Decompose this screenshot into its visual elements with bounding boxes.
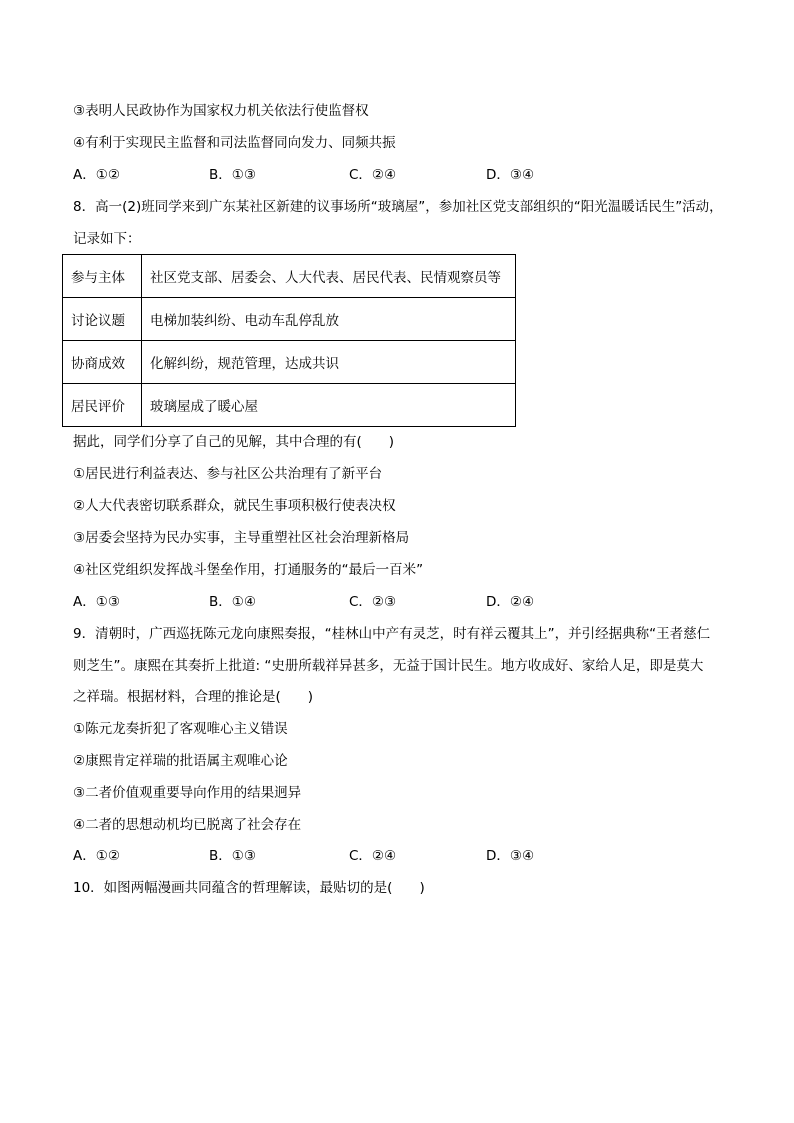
table-row [63,341,516,384]
table-row [63,255,516,298]
q8-option-b: B．①④ [209,594,256,610]
q9-item-1: ①陈元龙奏折犯了客观唯心主义错误 [73,721,288,737]
q9-stem-line-3: 之祥瑞。根据材料，合理的推论是( ) [73,689,314,705]
q9-item-2: ②康熙肯定祥瑞的批语属主观唯心论 [73,753,288,769]
q8-item-1: ①居民进行利益表达、参与社区公共治理有了新平台 [73,466,383,482]
q9-options [73,846,534,866]
q7-options [73,165,534,185]
q8-item-2: ②人大代表密切联系群众，就民生事项积极行使表决权 [73,498,396,514]
q9-item-3: ③二者价值观重要导向作用的结果迥异 [73,785,302,801]
q9-option-c: C．②④ [349,848,397,864]
table-key: 参与主体 [63,255,142,298]
q9-option-a: A．①② [73,848,120,864]
q9-item-4: ④二者的思想动机均已脱离了社会存在 [73,817,302,833]
q9-stem-line-1: 9．清朝时，广西巡抚陈元龙向康熙奏报，“桂林山中产有灵芝，时有祥云覆其上”，并引经据典称“王者慈仁 [73,626,711,642]
table-value: 玻璃屋成了暖心屋 [142,384,516,427]
q7-option-d: D．③④ [486,167,535,183]
q8-item-3: ③居委会坚持为民办实事，主导重塑社区社会治理新格局 [73,530,410,546]
q10-stem: 10．如图两幅漫画共同蕴含的哲理解读，最贴切的是( ) [73,880,425,896]
table-value: 社区党支部、居委会、人大代表、居民代表、民情观察员等 [142,255,516,298]
table-row [63,384,516,427]
table-key: 协商成效 [63,341,142,384]
q7-option-c: C．②④ [349,167,397,183]
q7-option-b: B．①③ [209,167,256,183]
q7-option-a: A．①② [73,167,120,183]
table-value: 电梯加装纠纷、电动车乱停乱放 [142,298,516,341]
q8-option-c: C．②③ [349,594,397,610]
q8-options [73,592,534,612]
q9-option-d: D．③④ [486,848,535,864]
q9-option-b: B．①③ [209,848,256,864]
q8-option-a: A．①③ [73,594,120,610]
q8-item-4: ④社区党组织发挥战斗堡垒作用，打通服务的“最后一百米” [73,562,424,578]
q8-stem-line-1: 8．高一(2)班同学来到广东某社区新建的议事场所“玻璃屋”，参加社区党支部组织的“阳光温暖话民生”活动， [73,199,723,215]
table-key: 居民评价 [63,384,142,427]
q8-option-d: D．②④ [486,594,535,610]
table-row [63,298,516,341]
q9-stem-line-2: 则芝生”。康熙在其奏折上批道: “史册所载祥异甚多，无益于国计民生。地方收成好、家给人足，即是莫大 [73,658,704,674]
q7-item-3: ③表明人民政协作为国家权力机关依法行使监督权 [73,103,369,119]
table-key: 讨论议题 [63,298,142,341]
q8-record-table [62,254,516,427]
q8-stem-line-2: 记录如下： [73,231,141,247]
q8-ask: 据此，同学们分享了自己的见解，其中合理的有( ) [73,434,395,450]
table-value: 化解纠纷，规范管理，达成共识 [142,341,516,384]
q7-item-4: ④有利于实现民主监督和司法监督同向发力、同频共振 [73,135,396,151]
